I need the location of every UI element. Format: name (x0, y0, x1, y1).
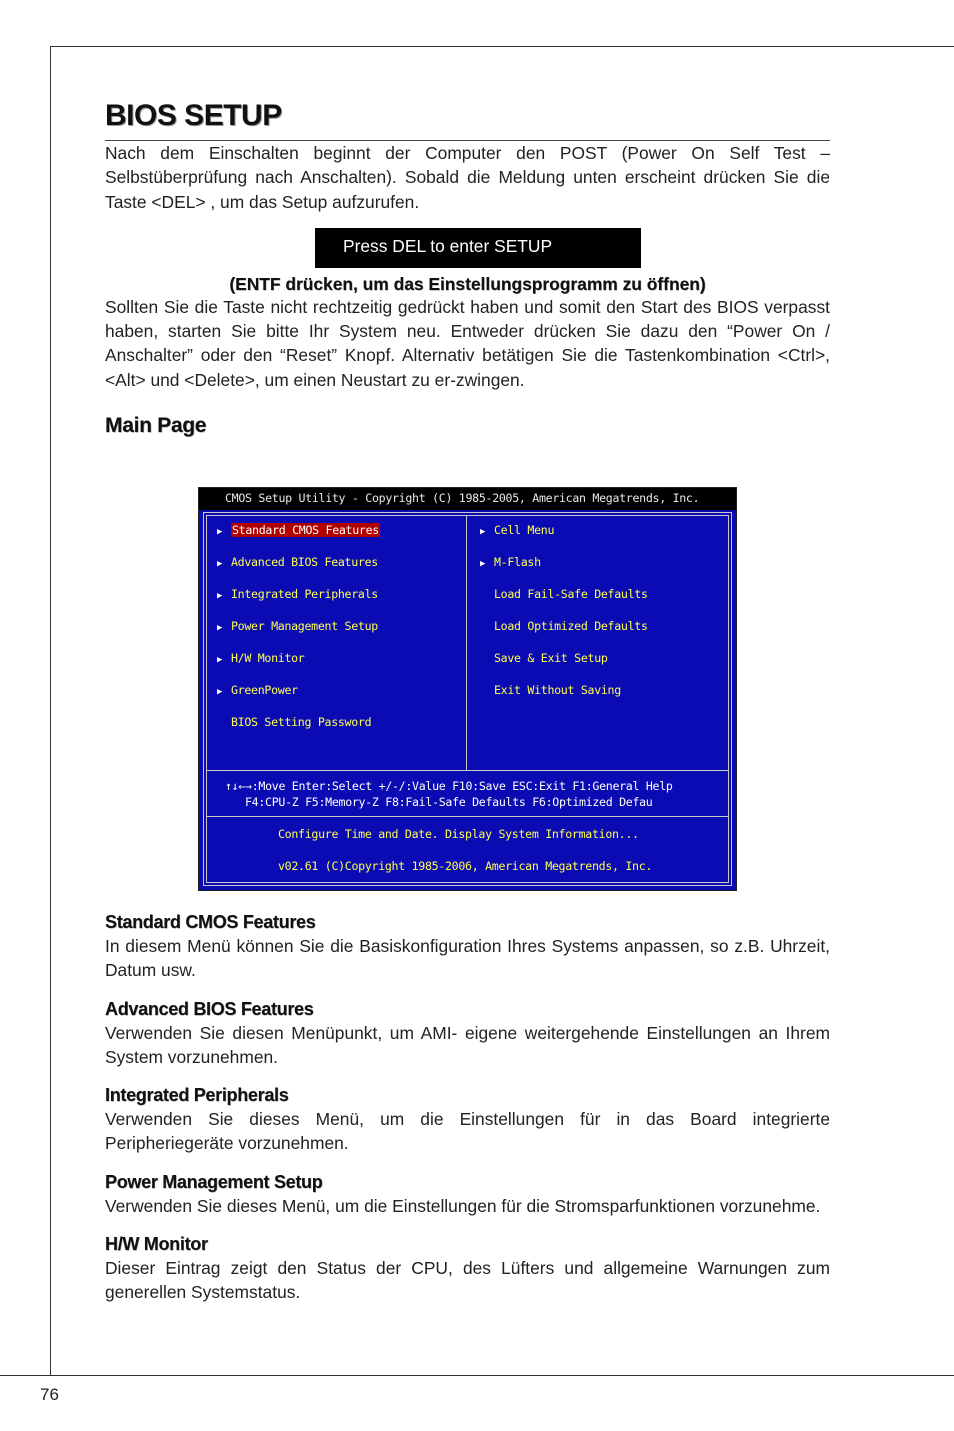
feature-text: In diesem Menü können Sie die Basiskonfiguration Ihres Systems anpassen, so z.B. Uhrzeit, Datum usw. (105, 936, 830, 981)
press-del-message-box: Press DEL to enter SETUP (315, 228, 641, 268)
page-number: 76 (40, 1385, 59, 1404)
bios-menu-item-greenpower[interactable] (217, 682, 298, 699)
bios-inner-frame (206, 515, 729, 883)
press-del-caption: (ENTF drücken, um das Einstellungsprogramm zu öffnen) (229, 273, 706, 294)
bios-menu-item-cell-menu[interactable] (480, 522, 554, 539)
bios-menu-label: Integrated Peripherals (231, 587, 378, 601)
page-frame-top-line (50, 46, 954, 47)
feature-text: Verwenden Sie dieses Menü, um die Einstellungen für in das Board integrierte Peripheriegeräte vorzunehmen. (105, 1109, 830, 1154)
menu-arrow-icon: ▶ (480, 527, 486, 537)
bios-column-divider (466, 516, 467, 770)
feature-descriptions (105, 910, 830, 1319)
feature-title: H/W Monitor (105, 1234, 208, 1255)
bios-main-page-screenshot (198, 487, 737, 891)
bios-menu-label: Load Fail-Safe Defaults (494, 587, 648, 601)
bios-menu-item-load-optimized[interactable] (480, 618, 648, 635)
bios-menu-item-integrated-peripherals[interactable] (217, 586, 378, 603)
bios-menu-label: Load Optimized Defaults (494, 619, 648, 633)
feature-standard-cmos (105, 910, 830, 983)
bios-title-bar: CMOS Setup Utility - Copyright (C) 1985-2005, American Megatrends, Inc. (199, 488, 736, 510)
bios-menu-item-exit-without-saving[interactable] (480, 682, 621, 699)
feature-text: Verwenden Sie dieses Menü, um die Einstellungen für die Stromsparfunktionen vorzunehme. (105, 1195, 821, 1216)
bios-help-text: Configure Time and Date. Display System Information... (278, 827, 639, 841)
main-page-heading: Main Page (105, 414, 207, 438)
feature-advanced-bios (105, 997, 830, 1070)
page-frame-left-line (50, 46, 51, 1376)
feature-text: Verwenden Sie diesen Menüpunkt, um AMI- eigene weitergehende Einstellungen an Ihrem System vorzunehmen. (105, 1022, 830, 1067)
menu-arrow-icon: ▶ (217, 559, 223, 569)
intro-paragraph: Nach dem Einschalten beginnt der Computer den POST (Power On Self Test – Selbstüberprüfung nach Anschalten). Sobald die Meldung unten erscheint drücken Sie die Taste <DEL> , um das Setup aufzurufen. (105, 143, 830, 212)
bios-menu-item-hw-monitor[interactable] (217, 650, 304, 667)
bios-menu-divider (207, 770, 728, 771)
upper-content (105, 96, 830, 440)
bios-menu-label: Cell Menu (494, 523, 555, 537)
bios-menu-item-advanced-bios[interactable] (217, 554, 378, 571)
bios-key-legend-line-2: F4:CPU-Z F5:Memory-Z F8:Fail-Safe Defaults F6:Optimized Defau (245, 795, 653, 809)
feature-title: Power Management Setup (105, 1171, 323, 1192)
bios-key-legend-line-1: ↑↓←→:Move Enter:Select +/-/:Value F10:Save ESC:Exit F1:General Help (225, 779, 673, 793)
bios-menu-item-power-management[interactable] (217, 618, 378, 635)
bios-menu-item-m-flash[interactable] (480, 554, 541, 571)
menu-arrow-icon: ▶ (217, 623, 223, 633)
bios-menu-label: Standard CMOS Features (232, 523, 379, 537)
bios-menu-label: Power Management Setup (231, 619, 378, 633)
bios-menu-item-standard-cmos[interactable] (217, 522, 380, 539)
menu-arrow-icon: ▶ (217, 527, 223, 537)
feature-title: Integrated Peripherals (105, 1085, 289, 1106)
feature-title: Advanced BIOS Features (105, 998, 314, 1019)
page-frame-bottom-line (0, 1375, 954, 1376)
bios-copyright-text: v02.61 (C)Copyright 1985-2006, American Megatrends, Inc. (278, 859, 653, 873)
menu-arrow-icon: ▶ (217, 687, 223, 697)
bios-menu-label: BIOS Setting Password (231, 715, 372, 729)
bios-menu-label: GreenPower (231, 683, 298, 697)
bios-menu-label: Save & Exit Setup (494, 651, 608, 665)
bios-menu-label: Exit Without Saving (494, 683, 621, 697)
bios-menu-item-save-exit[interactable] (480, 650, 608, 667)
feature-integrated-peripherals (105, 1083, 830, 1156)
feature-text: Dieser Eintrag zeigt den Status der CPU, des Lüfters und allgemeine Warnungen zum generellen Systemstatus. (105, 1258, 830, 1303)
bios-menu-label: M-Flash (494, 555, 541, 569)
feature-power-management (105, 1170, 830, 1218)
menu-arrow-icon: ▶ (217, 655, 223, 665)
bios-outer-frame (203, 512, 732, 886)
bios-menu-item-load-fail-safe[interactable] (480, 586, 648, 603)
feature-title: Standard CMOS Features (105, 912, 316, 932)
bios-help-divider (207, 816, 728, 817)
bios-menu-item-bios-password[interactable] (217, 714, 371, 731)
menu-arrow-icon: ▶ (217, 591, 223, 601)
page-title: BIOS SETUP (105, 99, 282, 132)
bios-menu-label: Advanced BIOS Features (231, 555, 378, 569)
feature-hw-monitor (105, 1232, 830, 1305)
restart-paragraph: Sollten Sie die Taste nicht rechtzeitig gedrückt haben und somit den Start des BIOS verpasst haben, starten Sie bitte Ihr System neu. Entweder drücken Sie dazu den “Power On / Anschalter” oder den “Reset” Knopf. Alternativ betätigen Sie die Tastenkombination <Ctrl>, <Alt> und <Delete>, um einen Neustart zu er-zwingen. (105, 296, 830, 390)
menu-arrow-icon: ▶ (480, 559, 486, 569)
bios-menu-label: H/W Monitor (231, 651, 305, 665)
